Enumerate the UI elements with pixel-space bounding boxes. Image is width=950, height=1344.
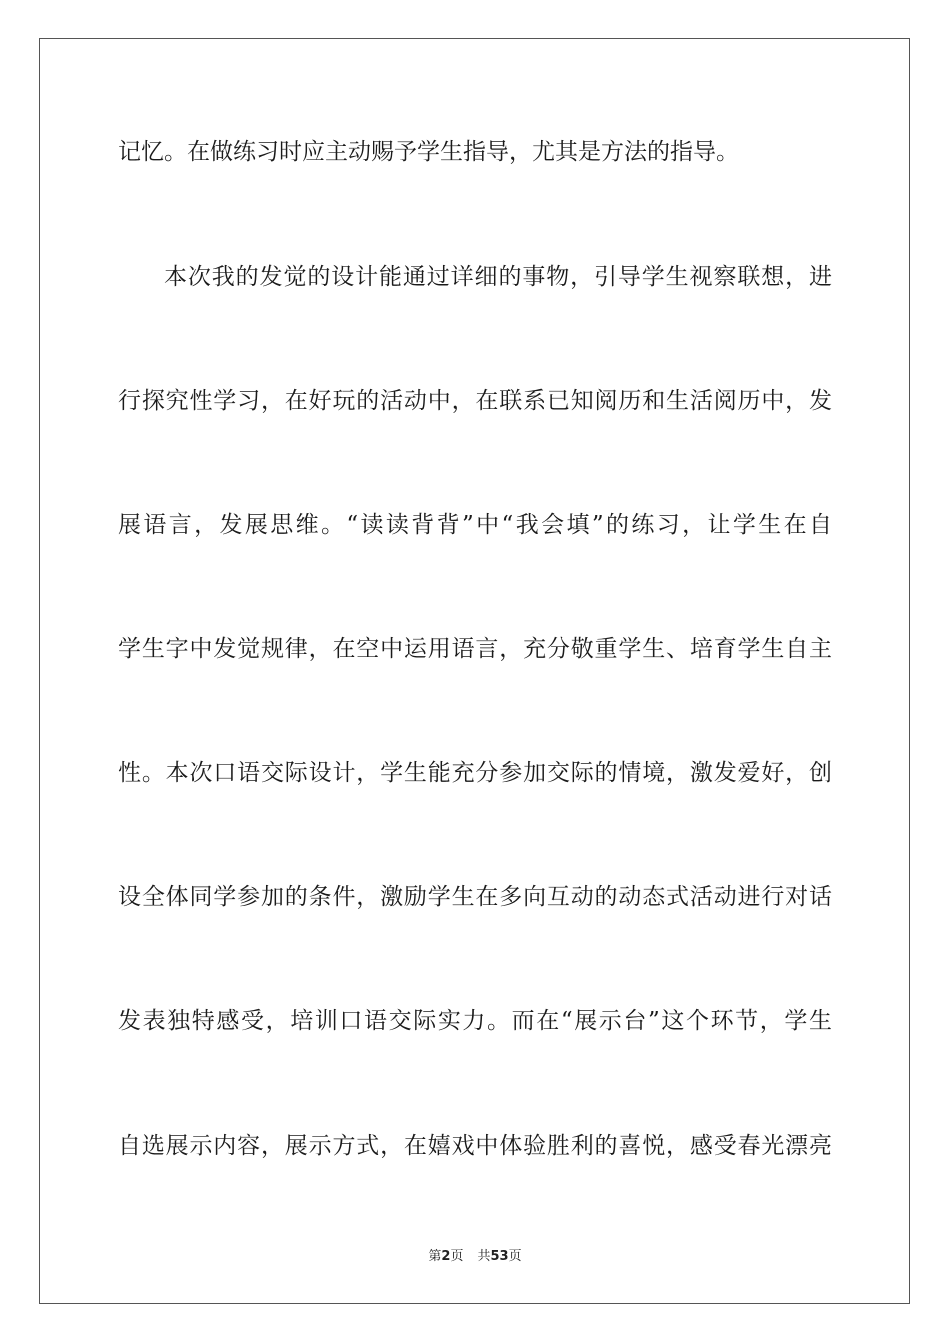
- text-line-7: 设全体同学参加的条件，激励学生在多向互动的动态式活动进行对话: [118, 884, 832, 910]
- text-line-8: 发表独特感受，培训口语交际实力。而在“展示台”这个环节，学生: [118, 1008, 832, 1034]
- text-line-2: 本次我的发觉的设计能通过详细的事物，引导学生视察联想，进: [164, 264, 832, 290]
- total-indicator: [477, 1248, 521, 1266]
- text-line-4: 展语言，发展思维。“读读背背”中“我会填”的练习，让学生在自: [118, 512, 832, 538]
- text-line-3: 行探究性学习，在好玩的活动中，在联系已知阅历和生活阅历中，发: [118, 388, 832, 414]
- total-pages: 53: [490, 1249, 509, 1264]
- page-indicator: [428, 1248, 463, 1266]
- text-line-5: 学生字中发觉规律，在空中运用语言，充分敬重学生、培育学生自主: [118, 636, 832, 662]
- total-prefix: 共: [477, 1249, 491, 1264]
- page-prefix: 第: [428, 1249, 442, 1264]
- total-suffix: 页: [508, 1249, 522, 1264]
- page-suffix: 页: [450, 1249, 464, 1264]
- text-line-1: 记忆。在做练习时应主动赐予学生指导，尤其是方法的指导。: [118, 139, 739, 165]
- page-number: 2: [441, 1249, 451, 1264]
- text-line-9: 自选展示内容，展示方式，在嬉戏中体验胜利的喜悦，感受春光漂亮: [118, 1133, 832, 1159]
- text-line-6: 性。本次口语交际设计，学生能充分参加交际的情境，激发爱好，创: [118, 760, 832, 786]
- page-border: [39, 38, 910, 1304]
- page-footer: [0, 1248, 950, 1266]
